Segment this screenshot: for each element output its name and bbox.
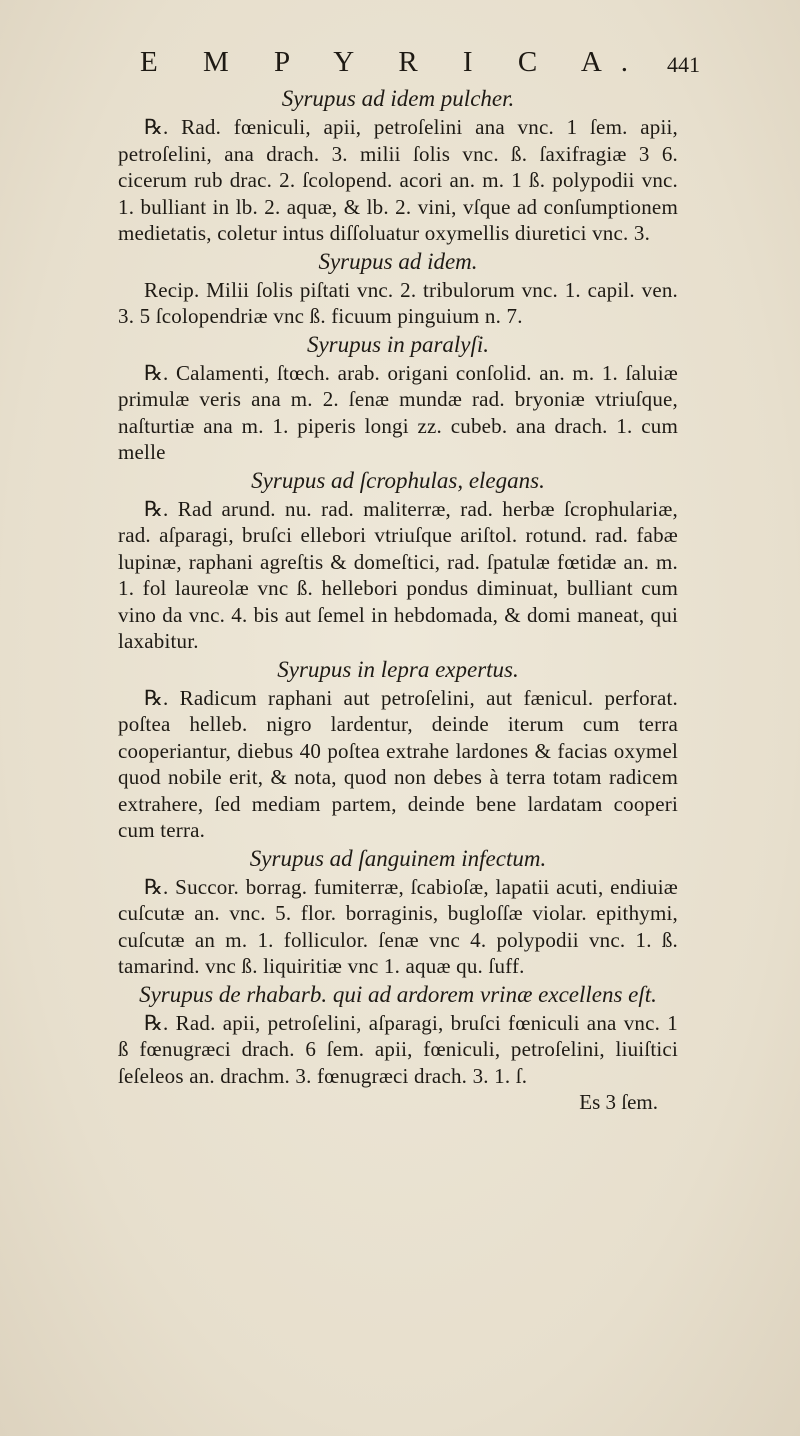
section-text-2: Recip. Milii ſolis piſtati vnc. 2. tribulorum vnc. 1. capil. ven. 3. 5 ſcolopendriæ vnc ß. ficuum pinguium n. 7. <box>118 277 678 328</box>
section-text-6: ℞. Succor. borrag. fumiterræ, ſcabioſæ, lapatii acuti, endiuiæ cuſcutæ an. vnc. 5. flor. borraginis, bugloſſæ violar. epithymi, cuſcutæ an m. 1. folliculor. ſenæ vnc 4. polypodii vnc. 1. ß. tamarind. vnc ß. liquiritiæ vnc 1. aquæ qu. ſuff. <box>118 874 678 978</box>
text-block <box>118 84 678 1116</box>
running-title: E M P Y R I C A. <box>140 46 648 78</box>
section-heading-2: Syrupus ad idem. <box>318 248 478 274</box>
section-text-3: ℞. Calamenti, ſtœch. arab. origani conſolid. an. m. 1. ſaluiæ primulæ veris ana m. 2. ſenæ mundæ rad. bryoniæ vtriuſque, naſturtiæ ana m. 1. piperis longi zz. cubeb. ana drach. 1. cum melle <box>118 360 678 464</box>
catchline: Es 3 ſem. <box>579 1090 658 1114</box>
section-heading-1: Syrupus ad idem pulcher. <box>281 86 515 111</box>
section-heading-3: Syrupus in paralyſi. <box>306 331 490 357</box>
running-head <box>140 46 700 86</box>
section-heading-5: Syrupus in lepra expertus. <box>277 656 519 682</box>
section-heading-4: Syrupus ad ſcrophulas, elegans. <box>251 467 545 493</box>
section-text-1: ℞. Rad. fœniculi, apii, petroſelini ana vnc. 1 ſem. apii, petroſelini, ana drach. 3. milii ſolis vnc. ß. ſaxifragiæ 3 6. cicerum rub drac. 2. ſcolopend. acori an. m. 1 ß. polypodii vnc. 1. bulliant in lb. 2. aquæ, & lb. 2. vini, vſque ad conſumptionem medietatis, coletur intus diſſoluatur oxymellis diuretici vnc. 3. <box>118 115 678 245</box>
section-heading-6: Syrupus ad ſanguinem infectum. <box>249 845 547 871</box>
section-text-4: ℞. Rad arund. nu. rad. maliterræ, rad. herbæ ſcrophulariæ, rad. aſparagi, bruſci ellebori vtriuſque ariſtol. rotund. rad. fabæ lupinæ, raphani agreſtis & domeſtici, rad. ſpatulæ fœtidæ an. m. 1. fol laureolæ vnc ß. hellebori pondus diminuat, bulliant cum vino da vnc. 4. bis aut ſemel in hebdomada, & domi maneat, qui laxabitur. <box>118 496 678 653</box>
section-heading-7: Syrupus de rhabarb. qui ad ardorem vrinæ excellens eſt. <box>139 981 657 1007</box>
section-text-5: ℞. Radicum raphani aut petroſelini, aut fænicul. perforat. poſtea helleb. nigro lardentur, deinde iterum cum terra cooperiantur, diebus 40 poſtea extrahe lardones & facias oxymel quod nobile erit, & nota, quod non debes à terra totam radicem extrahere, ſed mediam partem, deinde bene lardatam cooperi cum terra. <box>118 685 678 842</box>
page-number: 441 <box>667 52 700 77</box>
section-text-7: ℞. Rad. apii, petroſelini, aſparagi, bruſci fœniculi ana vnc. 1 ß fœnugræci drach. 6 ſem. apii, fœniculi, petroſelini, liuiſtici ſeſeleos an. drachm. 3. fœnugræci drach. 3. 1. ſ. <box>118 1010 678 1088</box>
